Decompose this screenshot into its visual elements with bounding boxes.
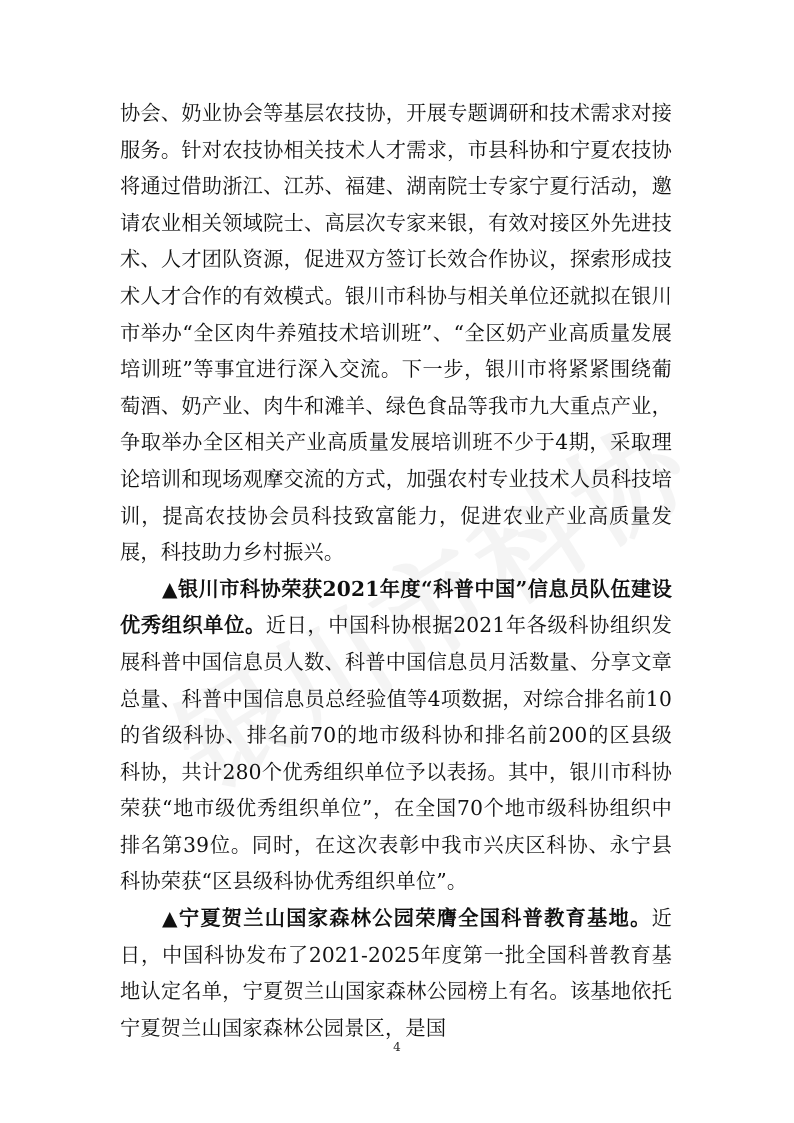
paragraph-headline: ▲银川市科协荣获2021年度“科普中国”信息员队伍建设优秀组织单位。: [120, 576, 672, 638]
paragraph-continuation: [120, 95, 672, 571]
paragraph-text: 近日，中国科协发布了2021-2025年度第一批全国科普教育基地认定名单，宁夏贺兰山国家森林公园榜上有名。该基地依托宁夏贺兰山国家森林公园景区，是国: [120, 906, 672, 1040]
paragraph-text: 协会、奶业协会等基层农技协，开展专题调研和技术需求对接服务。针对农技协相关技术人才需求，市县科协和宁夏农技协将通过借助浙江、江苏、福建、湖南院士专家宁夏行活动，邀请农业相关领域院士、高层次专家来银，有效对接区外先进技术、人才团队资源，促进双方签订长效合作协议，探索形成技术人才合作的有效模式。银川市科协与相关单位还就拟在银川市举办“全区肉牛养殖技术培训班”、“全区奶产业高质量发展培训班”等事宜进行深入交流。下一步，银川市将紧紧围绕葡萄酒、奶产业、肉牛和滩羊、绿色食品等我市九大重点产业，争取举办全区相关产业高质量发展培训班不少于4期，采取理论培训和现场观摩交流的方式，加强农村专业技术人员科技培训，提高农技协会员科技致富能力，促进农业产业高质量发展，科技助力乡村振兴。: [120, 101, 672, 565]
page-number: 4: [393, 1040, 401, 1054]
paragraph-headline: ▲宁夏贺兰山国家森林公园荣膺全国科普教育基地。: [162, 906, 652, 931]
paragraph-base-news: [120, 900, 672, 1046]
paragraph-text: 近日，中国科协根据2021年各级科协组织发展科普中国信息员人数、科普中国信息员月活数量、分享文章总量、科普中国信息员总经验值等4项数据，对综合排名前10的省级科协、排名前70的地市级科协和排名前200的区县级科协，共计280个优秀组织单位予以表扬。其中，银川市科协荣获“地市级优秀组织单位”，在全国70个地市级科协组织中排名第39位。同时，在这次表彰中我市兴庆区科协、永宁县科协荣获“区县级科协优秀组织单位”。: [120, 613, 672, 894]
paragraph-award-news: [120, 571, 672, 900]
body-text: [120, 95, 672, 1046]
